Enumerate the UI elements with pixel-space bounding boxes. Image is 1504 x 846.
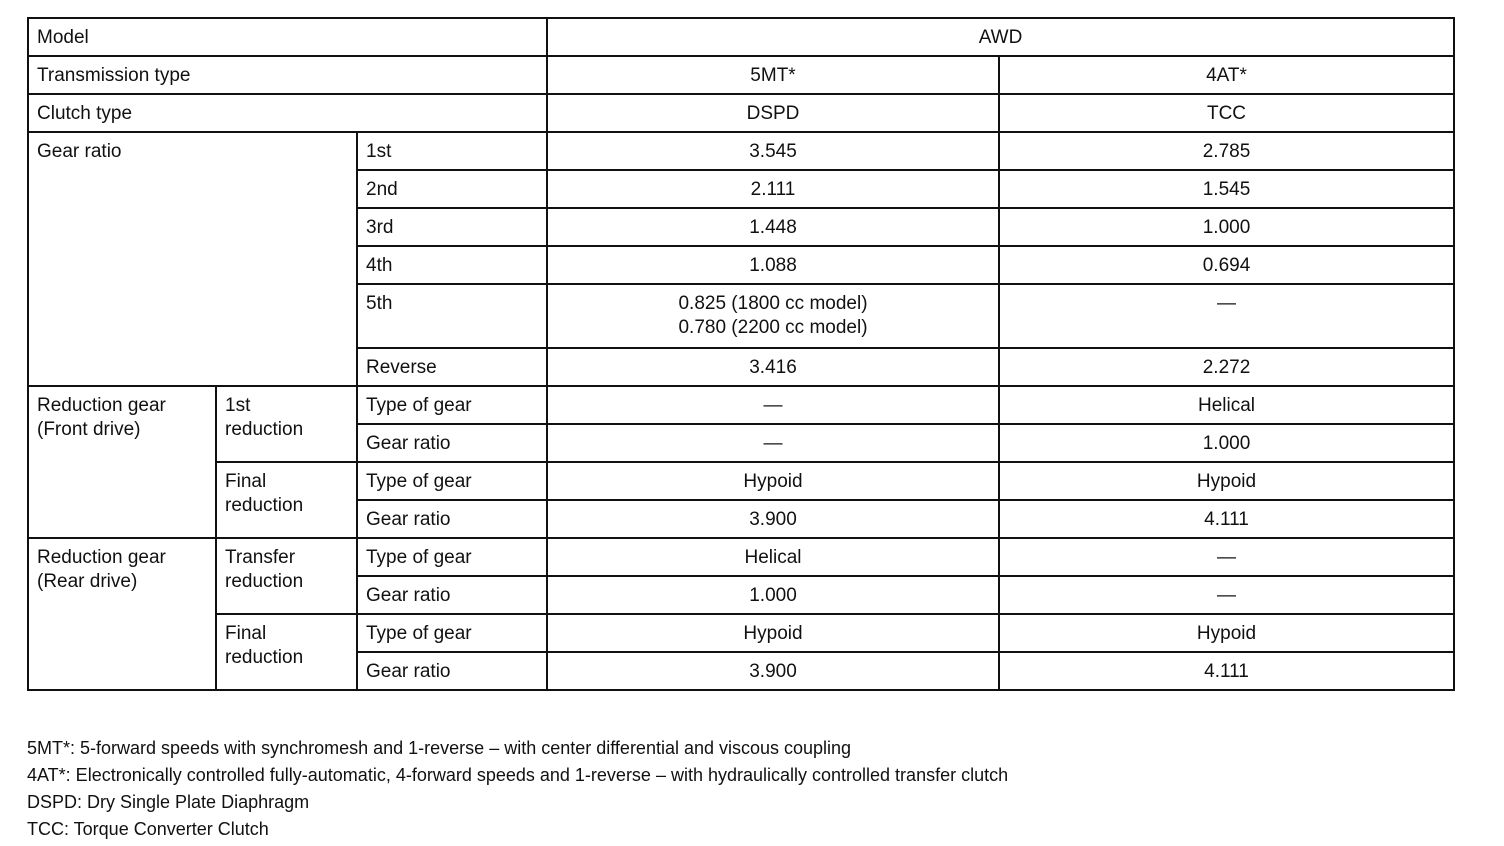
clutch-type-label: Clutch type	[28, 94, 547, 132]
front-first-type-at: Helical	[999, 386, 1454, 424]
rear-transfer-ratio-at: —	[999, 576, 1454, 614]
type-of-gear-label: Type of gear	[357, 614, 547, 652]
gear-ratio-at: 2.272	[999, 348, 1454, 386]
table-row	[28, 538, 1454, 576]
reduction-front-label: Reduction gear (Front drive)	[28, 386, 216, 538]
gear-ratio-mt: 0.825 (1800 cc model) 0.780 (2200 cc model)	[547, 284, 999, 348]
rear-transfer-type-at: —	[999, 538, 1454, 576]
footnote-tcc: TCC: Torque Converter Clutch	[27, 819, 269, 839]
gear-ratio-at: 1.545	[999, 170, 1454, 208]
table-row	[28, 462, 1454, 500]
table-row	[28, 18, 1454, 56]
gear-ratio-at: 0.694	[999, 246, 1454, 284]
gear-name: 3rd	[357, 208, 547, 246]
gear-ratio-row-label: Gear ratio	[357, 652, 547, 690]
rear-final-ratio-at: 4.111	[999, 652, 1454, 690]
gear-name: 1st	[357, 132, 547, 170]
type-of-gear-label: Type of gear	[357, 386, 547, 424]
gear-ratio-row-label: Gear ratio	[357, 500, 547, 538]
clutch-type-at: TCC	[999, 94, 1454, 132]
gear-ratio-mt: 1.448	[547, 208, 999, 246]
gear-ratio-at: 2.785	[999, 132, 1454, 170]
table-row	[28, 132, 1454, 170]
transmission-type-mt: 5MT*	[547, 56, 999, 94]
transmission-type-label: Transmission type	[28, 56, 547, 94]
front-first-reduction-label: 1st reduction	[216, 386, 357, 462]
footnotes	[27, 735, 1008, 843]
front-first-ratio-at: 1.000	[999, 424, 1454, 462]
gear-ratio-mt: 3.416	[547, 348, 999, 386]
front-final-reduction-label: Final reduction	[216, 462, 357, 538]
table-row	[28, 94, 1454, 132]
gear-ratio-mt: 1.088	[547, 246, 999, 284]
gear-name: Reverse	[357, 348, 547, 386]
rear-final-type-at: Hypoid	[999, 614, 1454, 652]
rear-transfer-reduction-label: Transfer reduction	[216, 538, 357, 614]
gear-ratio-row-label: Gear ratio	[357, 576, 547, 614]
rear-final-ratio-mt: 3.900	[547, 652, 999, 690]
front-final-type-at: Hypoid	[999, 462, 1454, 500]
table-row	[28, 614, 1454, 652]
table-row	[28, 56, 1454, 94]
gear-ratio-at: —	[999, 284, 1454, 348]
rear-transfer-type-mt: Helical	[547, 538, 999, 576]
clutch-type-mt: DSPD	[547, 94, 999, 132]
gear-ratio-at: 1.000	[999, 208, 1454, 246]
reduction-rear-label: Reduction gear (Rear drive)	[28, 538, 216, 690]
rear-final-reduction-label: Final reduction	[216, 614, 357, 690]
gear-ratio-row-label: Gear ratio	[357, 424, 547, 462]
gear-ratio-label: Gear ratio	[28, 132, 357, 386]
model-label: Model	[28, 18, 547, 56]
gear-ratio-mt: 2.111	[547, 170, 999, 208]
type-of-gear-label: Type of gear	[357, 462, 547, 500]
transmission-type-at: 4AT*	[999, 56, 1454, 94]
gear-name: 5th	[357, 284, 547, 348]
front-first-ratio-mt: —	[547, 424, 999, 462]
front-final-type-mt: Hypoid	[547, 462, 999, 500]
type-of-gear-label: Type of gear	[357, 538, 547, 576]
transmission-spec-table	[27, 17, 1455, 691]
rear-final-type-mt: Hypoid	[547, 614, 999, 652]
rear-transfer-ratio-mt: 1.000	[547, 576, 999, 614]
model-value: AWD	[547, 18, 1454, 56]
gear-name: 2nd	[357, 170, 547, 208]
front-first-type-mt: —	[547, 386, 999, 424]
front-final-ratio-at: 4.111	[999, 500, 1454, 538]
front-final-ratio-mt: 3.900	[547, 500, 999, 538]
footnote-5mt: 5MT*: 5-forward speeds with synchromesh and 1-reverse – with center differential and viscous coupling	[27, 738, 852, 758]
gear-ratio-mt: 3.545	[547, 132, 999, 170]
gear-name: 4th	[357, 246, 547, 284]
table-row	[28, 386, 1454, 424]
footnote-dspd: DSPD: Dry Single Plate Diaphragm	[27, 792, 310, 812]
footnote-4at: 4AT*: Electronically controlled fully-automatic, 4-forward speeds and 1-reverse – with hydraulically controlled transfer clutch	[27, 765, 1009, 785]
